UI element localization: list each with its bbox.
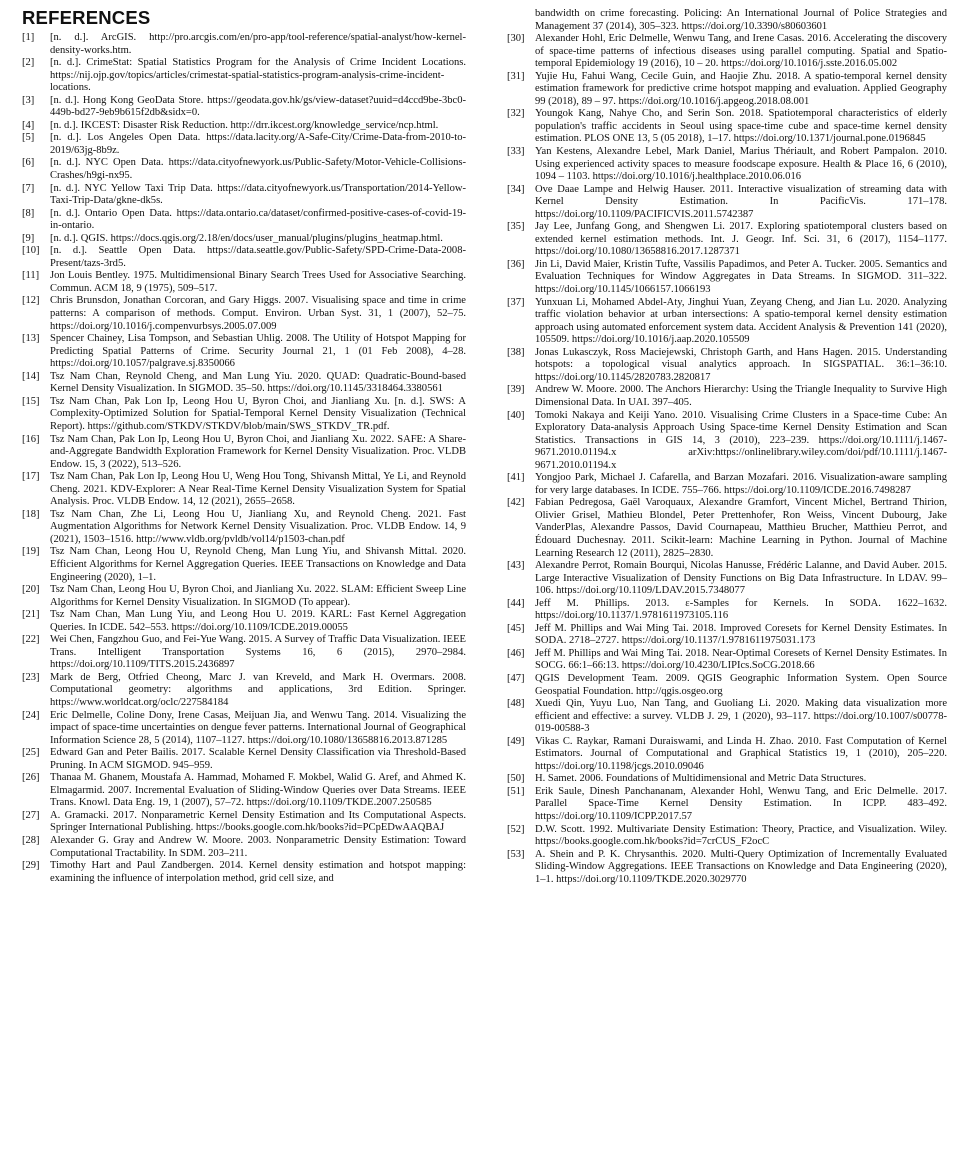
reference-number: [32]: [507, 108, 525, 120]
left-column: [22, 8, 466, 885]
reference-text: Jay Lee, Junfang Gong, and Shengwen Li. 2017. Exploring spatiotemporal clusters based on extended kernel estimation methods. Int. J. Geogr. Inf. Sci. 31, 6 (2017), 1154–1177. https://doi.org/10.1080/13658816.2017.1287371: [535, 221, 947, 258]
reference-entry: [507, 221, 947, 259]
reference-entry: [507, 560, 947, 598]
reference-entry: [507, 598, 947, 623]
reference-number: [43]: [507, 560, 525, 572]
reference-number: [41]: [507, 472, 525, 484]
reference-entry: [22, 132, 466, 157]
reference-entry: [22, 208, 466, 233]
reference-list-right: [507, 8, 947, 886]
reference-entry: [507, 673, 947, 698]
reference-text: Wei Chen, Fangzhou Guo, and Fei-Yue Wang. 2015. A Survey of Traffic Data Visualization. IEEE Trans. Intelligent Transportation Systems 16, 6 (2015), 2970–2984. https://doi.org/10.1109/TITS.2015.2436897: [50, 634, 466, 671]
reference-text: Jeff M. Phillips and Wai Ming Tai. 2018. Near-Optimal Coresets of Kernel Density Estimates. In SOCG. 66:1–66:13. https://doi.org/10.4230/LIPIcs.SoCG.2018.66: [535, 647, 947, 672]
reference-entry: [507, 347, 947, 385]
reference-number: [16]: [22, 433, 40, 445]
reference-entry: [507, 648, 947, 673]
reference-entry: [507, 773, 947, 786]
reference-text: Andrew W. Moore. 2000. The Anchors Hierarchy: Using the Triangle Inequality to Survive High Dimensional Data. In UAI. 397–405.: [535, 384, 947, 408]
reference-number: [25]: [22, 747, 40, 759]
reference-entry: [22, 672, 466, 710]
reference-number: [12]: [22, 295, 40, 307]
reference-entry: [22, 609, 466, 634]
reference-entry: [507, 384, 947, 409]
reference-entry: [22, 120, 466, 133]
reference-entry: [22, 710, 466, 748]
reference-number: [52]: [507, 823, 525, 835]
reference-entry: [22, 32, 466, 57]
reference-text: Thanaa M. Ghanem, Moustafa A. Hammad, Mohamed F. Mokbel, Walid G. Aref, and Ahmed K. Elmagarmid. 2007. Incremental Evaluation of Sliding-Window Queries over Data Streams. IEEE Trans. Knowl. Data Eng. 19, 1 (2007), 57–72. https://doi.org/10.1109/TKDE.2007.250585: [50, 772, 466, 809]
reference-entry: [507, 259, 947, 297]
reference-text: Chris Brunsdon, Jonathan Corcoran, and Gary Higgs. 2007. Visualising space and time in crime patterns: A comparison of methods. Comput. Environ. Urban Syst. 31, 1 (2007), 52–75. https://doi.org/10.1016/j.compenvurbsys.2005.07.009: [50, 295, 466, 332]
reference-entry: [22, 471, 466, 509]
reference-text: Tsz Nam Chan, Man Lung Yiu, and Leong Hou U. 2019. KARL: Fast Kernel Aggregation Queries. In ICDE. 542–553. https://doi.org/10.1109/ICDE.2019.00055: [50, 609, 466, 633]
reference-number: [1]: [22, 32, 35, 43]
reference-entry: [507, 736, 947, 774]
reference-entry: [22, 333, 466, 371]
reference-number: [27]: [22, 809, 40, 821]
reference-text: [n. d.]. IKCEST: Disaster Risk Reduction. http://drr.ikcest.org/knowledge_service/ncp.html.: [50, 119, 439, 131]
reference-text: Jeff M. Phillips. 2013. ε-Samples for Kernels. In SODA. 1622–1632. https://doi.org/10.1137/1.9781611973105.116: [535, 597, 947, 622]
reference-entry: [22, 835, 466, 860]
reference-number: [10]: [22, 245, 40, 257]
reference-text: Tsz Nam Chan, Pak Lon Ip, Leong Hou U, Byron Choi, and Jianliang Xu. [n. d.]. SWS: A Complexity-Optimized Solution for Spatial-Temporal Kernel Density Visualization (Technical Report). https://github.com/STKDV/STKDV/blob/main/SWS_STKDV_TR.pdf.: [50, 395, 466, 432]
reference-number: [4]: [22, 119, 35, 131]
reference-number: [48]: [507, 698, 525, 710]
reference-entry: [22, 860, 466, 885]
reference-number: [29]: [22, 860, 40, 872]
reference-number: [47]: [507, 672, 525, 684]
reference-number: [44]: [507, 597, 525, 609]
reference-entry: [22, 434, 466, 472]
reference-number: [14]: [22, 370, 40, 382]
reference-text: Tsz Nam Chan, Reynold Cheng, and Man Lung Yiu. 2020. QUAD: Quadratic-Bound-based Kernel Density Visualization. In SIGMOD. 35–50. https://doi.org/10.1145/3318464.3380561: [50, 370, 466, 395]
reference-text: [n. d.]. Seattle Open Data. https://data.seattle.gov/Public-Safety/SPD-Crime-Data-2008-Present/tazs-3rd5.: [50, 245, 466, 269]
reference-entry: [507, 146, 947, 184]
reference-entry: [507, 108, 947, 146]
reference-text: QGIS Development Team. 2009. QGIS Geographic Information System. Open Source Geospatial Foundation. http://qgis.osgeo.org: [535, 672, 947, 697]
reference-text: Yunxuan Li, Mohamed Abdel-Aty, Jinghui Yuan, Zeyang Cheng, and Jian Lu. 2020. Analyzing traffic violation behavior at urban intersections: A spatio-temporal kernel density estimation approach using automated enforcement system data. Accident Analysis & Prevention 141 (2020), 105509. https://doi.org/10.1016/j.aap.2020.105509: [535, 296, 947, 346]
reference-text: [n. d.]. QGIS. https://docs.qgis.org/2.18/en/docs/user_manual/plugins/plugins_heatmap.html.: [50, 232, 443, 244]
reference-entry: [22, 295, 466, 333]
reference-entry: [22, 371, 466, 396]
reference-number: [50]: [507, 773, 525, 785]
reference-number: [18]: [22, 508, 40, 520]
reference-entry: [507, 698, 947, 736]
reference-number: [31]: [507, 70, 525, 82]
reference-entry: [22, 183, 466, 208]
reference-entry: [22, 509, 466, 547]
reference-entry: [22, 546, 466, 584]
reference-entry: [507, 824, 947, 849]
reference-text: Vikas C. Raykar, Ramani Duraiswami, and Linda H. Zhao. 2010. Fast Computation of Kernel Estimators. Journal of Computational and Graphical Statistics 19, 1 (2010), 205–220. https://doi.org/10.1198/jcgs.2010.09046: [535, 735, 947, 772]
reference-text: [n. d.]. CrimeStat: Spatial Statistics Program for the Analysis of Crime Incident Locations. https://nij.ojp.gov/topics/articles/crimestat-spatial-statistics-program-analysis-crime-incident-locations.: [50, 57, 466, 94]
reference-text: Erik Saule, Dinesh Panchananam, Alexander Hohl, Wenwu Tang, and Eric Delmelle. 2017. Parallel Space-Time Kernel Density Estimation. In ICPP. 483–492. https://doi.org/10.1109/ICPP.2017.57: [535, 785, 947, 822]
reference-number: [37]: [507, 296, 525, 308]
reference-number: [21]: [22, 609, 40, 621]
reference-text: Youngok Kang, Nahye Cho, and Serin Son. 2018. Spatiotemporal characteristics of elderly population's traffic accidents in Seoul using space-time cube and space-time kernel density estimation. PLOS ONE 13, 5 (05 2018), 1–17. https://doi.org/10.1371/journal.pone.0196845: [535, 108, 947, 145]
reference-number: [38]: [507, 346, 525, 358]
reference-number: [20]: [22, 584, 40, 596]
reference-number: [36]: [507, 258, 525, 270]
reference-entry: [507, 71, 947, 109]
reference-text: Jon Louis Bentley. 1975. Multidimensional Binary Search Trees Used for Associative Searching. Commun. ACM 18, 9 (1975), 509–517.: [50, 270, 466, 294]
reference-number: [53]: [507, 848, 525, 860]
reference-text: [n. d.]. Hong Kong GeoData Store. https://geodata.gov.hk/gs/view-dataset?uuid=d4ccd9be-3bc0-449b-bd27-9eb9b615f2db&sidx=0.: [50, 94, 466, 119]
reference-entry: [22, 233, 466, 246]
reference-entry: [507, 410, 947, 473]
reference-text: Xuedi Qin, Yuyu Luo, Nan Tang, and Guoliang Li. 2020. Making data visualization more efficient and effective: a survey. VLDB J. 29, 1 (2020), 93–117. https://doi.org/10.1007/s00778-019-00588-3: [535, 698, 947, 735]
reference-number: [9]: [22, 232, 35, 244]
reference-number: [15]: [22, 395, 40, 407]
reference-text: [n. d.]. Los Angeles Open Data. https://data.lacity.org/A-Safe-City/Crime-Data-from-2010-to-2019/63jg-8b9z.: [50, 132, 466, 156]
reference-number: [51]: [507, 785, 525, 797]
reference-text: Tsz Nam Chan, Leong Hou U, Reynold Cheng, Man Lung Yiu, and Shivansh Mittal. 2020. Efficient Algorithms for Kernel Aggregation Queries. IEEE Transactions on Knowledge and Data Engineering (2020), 1–1.: [50, 546, 466, 583]
reference-entry: [507, 33, 947, 71]
reference-number: [42]: [507, 497, 525, 509]
reference-text: Jonas Lukasczyk, Ross Maciejewski, Christoph Garth, and Hans Hagen. 2015. Understanding hotspots: a topological visual analytics approach. In SIGSPATIAL. 36:1–36:10. https://doi.org/10.1145/2820783.2820817: [535, 346, 947, 383]
reference-text: Tsz Nam Chan, Pak Lon Ip, Leong Hou U, Weng Hou Tong, Shivansh Mittal, Ye Li, and Reynold Cheng. 2021. KDV-Explorer: A Near Real-Time Kernel Density Visualization System for Spatial Analysis. Proc. VLDB Endow. 14, 12 (2021), 2655–2658.: [50, 471, 466, 508]
reference-text: Spencer Chainey, Lisa Tompson, and Sebastian Uhlig. 2008. The Utility of Hotspot Mapping for Predicting Spatial Patterns of Crime. Security Journal 21, 1 (01 Feb 2008), 4–28. https://doi.org/10.1057/palgrave.sj.8350066: [50, 333, 466, 370]
reference-text: Tomoki Nakaya and Keiji Yano. 2010. Visualising Crime Clusters in a Space-time Cube: An Exploratory Data-analysis Approach Using Space-time Kernel Density Estimation and Scan Statistics. Transactions in GIS 14, 3 (2010), 223–239. https://doi.org/10.1111/j.1467-9671.2010.01194.x arXiv:https://onlinelibrary.wiley.com/doi/pdf/10.1111/j.1467-9671.2010.01194.x: [535, 409, 947, 471]
reference-entry: [22, 584, 466, 609]
reference-number: [26]: [22, 772, 40, 784]
reference-number: [24]: [22, 709, 40, 721]
reference-entry: [22, 57, 466, 95]
reference-number: [28]: [22, 835, 40, 846]
reference-text: H. Samet. 2006. Foundations of Multidimensional and Metric Data Structures.: [535, 773, 867, 785]
reference-text: D.W. Scott. 1992. Multivariate Density Estimation: Theory, Practice, and Visualization. Wiley. https://books.google.com.hk/books?id=7crCUS_F2ocC: [535, 823, 947, 848]
reference-text: Yujie Hu, Fahui Wang, Cecile Guin, and Haojie Zhu. 2018. A spatio-temporal kernel density estimation framework for predictive crime hotspot mapping and evaluation. Applied Geography 99 (2018), 89 – 97. https://doi.org/10.1016/j.apgeog.2018.08.001: [535, 70, 947, 107]
reference-entry: [22, 95, 466, 120]
reference-entry: [22, 747, 466, 772]
reference-entry: [22, 245, 466, 270]
reference-text: Yongjoo Park, Michael J. Cafarella, and Barzan Mozafari. 2016. Visualization-aware sampling for very large databases. In ICDE. 755–766. https://doi.org/10.1109/ICDE.2016.7498287: [535, 472, 947, 496]
reference-text: [n. d.]. NYC Open Data. https://data.cityofnewyork.us/Public-Safety/Motor-Vehicle-Collisions-Crashes/h9gi-nx95.: [50, 157, 466, 182]
reference-text: Mark de Berg, Otfried Cheong, Marc J. van Kreveld, and Mark H. Overmars. 2008. Computational geometry: algorithms and applications, 3rd Edition. Springer. https://www.worldcat.org/oclc/227584184: [50, 671, 466, 708]
reference-number: [30]: [507, 33, 525, 45]
reference-number: [39]: [507, 384, 525, 396]
reference-number: [507, 8, 535, 33]
reference-number: [23]: [22, 671, 40, 683]
reference-text: [n. d.]. NYC Yellow Taxi Trip Data. https://data.cityofnewyork.us/Transportation/2014-Yellow-Taxi-Trip-Data/gkne-dk5s.: [50, 182, 466, 207]
reference-number: [40]: [507, 409, 525, 421]
right-column: [507, 8, 947, 886]
reference-text: Tsz Nam Chan, Leong Hou U, Byron Choi, and Jianliang Xu. 2022. SLAM: Efficient Sweep Line Algorithms for Kernel Density Visualization. In SIGMOD (To appear).: [50, 584, 466, 608]
reference-entry: [22, 772, 466, 810]
reference-entry: [22, 634, 466, 672]
reference-number: [35]: [507, 221, 525, 233]
reference-number: [5]: [22, 132, 35, 144]
reference-number: [6]: [22, 157, 35, 169]
reference-text: Yan Kestens, Alexandre Lebel, Mark Daniel, Marius Thériault, and Robert Pampalon. 2010. Using experienced activity spaces to measure foodscape exposure. Health & Place 16, 6 (2010), 1094 – 1103. https://doi.org/10.1016/j.healthplace.2010.06.016: [535, 146, 947, 183]
reference-number: [13]: [22, 333, 40, 345]
reference-entry: [507, 184, 947, 222]
reference-text: Alexander G. Gray and Andrew W. Moore. 2003. Nonparametric Density Estimation: Toward Computational Tractability. In SDM. 203–211.: [50, 835, 466, 859]
reference-text: A. Gramacki. 2017. Nonparametric Kernel Density Estimation and Its Computational Aspects. Springer International Publishing. https://books.google.com.hk/books?id=PCpEDwAAQBAJ: [50, 809, 466, 834]
reference-number: [11]: [22, 270, 40, 282]
reference-text: Alexander Hohl, Eric Delmelle, Wenwu Tang, and Irene Casas. 2016. Accelerating the discovery of space-time patterns of infectious diseases using parallel computing. Spatial and Spatio-temporal Epidemiology 19 (2016), 10 – 20. https://doi.org/10.1016/j.sste.2016.05.002: [535, 33, 947, 70]
reference-text: [n. d.]. Ontario Open Data. https://data.ontario.ca/dataset/confirmed-positive-cases-of-covid-19-in-ontario.: [50, 207, 466, 232]
reference-number: [3]: [22, 94, 35, 106]
reference-text: Eric Delmelle, Coline Dony, Irene Casas, Meijuan Jia, and Wenwu Tang. 2014. Visualizing the impact of space-time uncertainties on dengue fever patterns. International Journal of Geographical Information Science 28, 5 (2014), 1107–1127. https://doi.org/10.1080/13658816.2013.871285: [50, 709, 466, 746]
reference-entry: [22, 396, 466, 434]
reference-number: [19]: [22, 546, 40, 558]
reference-number: [2]: [22, 57, 35, 69]
references-heading: REFERENCES: [22, 7, 151, 28]
reference-text: Jin Li, David Maier, Kristin Tufte, Vassilis Papadimos, and Peter A. Tucker. 2005. Semantics and Evaluation Techniques for Window Aggregates in Data Streams. In SIGMOD. 311–322. https://doi.org/10.1145/1066157.1066193: [535, 258, 947, 296]
reference-entry: [22, 810, 466, 835]
reference-entry: [507, 623, 947, 648]
reference-entry: [22, 157, 466, 182]
reference-text: Ove Daae Lampe and Helwig Hauser. 2011. Interactive visualization of streaming data with Kernel Density Estimation. In PacificVis. 171–178. https://doi.org/10.1109/PACIFICVIS.2011.5742387: [535, 183, 947, 220]
reference-text: Fabian Pedregosa, Gaël Varoquaux, Alexandre Gramfort, Vincent Michel, Bertrand Thirion, Olivier Grisel, Mathieu Blondel, Peter Prettenhofer, Ron Weiss, Vincent Dubourg, Jake VanderPlas, Alexandre Passos, David Cournapeau, Matthieu Brucher, Matthieu Perrot, and Édouard Duchesnay. 2011. Scikit-learn: Machine Learning in Python. Journal of Machine Learning Research 12 (2011), 2825–2830.: [535, 497, 947, 559]
reference-text: [n. d.]. ArcGIS. http://pro.arcgis.com/en/pro-app/tool-reference/spatial-analyst/how-kernel-density-works.htm.: [50, 32, 466, 56]
reference-number: [8]: [22, 207, 35, 219]
reference-text: Edward Gan and Peter Bailis. 2017. Scalable Kernel Density Classification via Threshold-Based Pruning. In ACM SIGMOD. 945–959.: [50, 747, 466, 771]
reference-text: Tsz Nam Chan, Pak Lon Ip, Leong Hou U, Byron Choi, and Jianliang Xu. 2022. SAFE: A Share-and-Aggregate Bandwidth Exploration Framework for Kernel Density Visualization. Proc. VLDB Endow. 15, 3 (2022), 513–526.: [50, 433, 466, 470]
reference-number: [33]: [507, 146, 525, 158]
reference-entry: [507, 849, 947, 887]
reference-number: [34]: [507, 183, 525, 195]
reference-text: Jeff M. Phillips and Wai Ming Tai. 2018. Improved Coresets for Kernel Density Estimates. In SODA. 2718–2727. https://doi.org/10.1137/1.9781611975031.173: [535, 622, 947, 647]
reference-number: [17]: [22, 471, 40, 483]
reference-entry: [507, 497, 947, 560]
reference-entry: [507, 472, 947, 497]
reference-number: [46]: [507, 647, 525, 659]
reference-entry: [507, 8, 947, 33]
reference-entry: [22, 270, 466, 295]
reference-entry: [507, 786, 947, 824]
reference-number: [45]: [507, 622, 525, 634]
reference-text: bandwidth on crime forecasting. Policing: An International Journal of Police Strategies and Management 37 (2014), 305–323. https://doi.org/10.3390/s80603601: [535, 8, 947, 32]
reference-text: Timothy Hart and Paul Zandbergen. 2014. Kernel density estimation and hotspot mapping: examining the influence of interpolation method, grid cell size, and: [50, 860, 466, 884]
reference-text: Tsz Nam Chan, Zhe Li, Leong Hou U, Jianliang Xu, and Reynold Cheng. 2021. Fast Augmentation Algorithms for Network Kernel Density Visualization. Proc. VLDB Endow. 14, 9 (2021), 1503–1516. http://www.vldb.org/pvldb/vol14/p1503-chan.pdf: [50, 508, 466, 545]
reference-list-left: [22, 32, 466, 885]
reference-entry: [507, 297, 947, 347]
reference-text: Alexandre Perrot, Romain Bourqui, Nicolas Hanusse, Frédéric Lalanne, and David Auber. 2015. Large Interactive Visualization of Density Functions on Big Data Infrastructure. In LDAV. 99–106. https://doi.org/10.1109/LDAV.2015.7348077: [535, 560, 947, 597]
reference-number: [22]: [22, 634, 40, 646]
reference-number: [7]: [22, 182, 35, 194]
reference-number: [49]: [507, 735, 525, 747]
reference-text: A. Shein and P. K. Chrysanthis. 2020. Multi-Query Optimization of Incrementally Evaluated Sliding-Window Aggregations. IEEE Transactions on Knowledge and Data Engineering (2020), 1–1. https://doi.org/10.1109/TKDE.2020.3029770: [535, 848, 947, 885]
